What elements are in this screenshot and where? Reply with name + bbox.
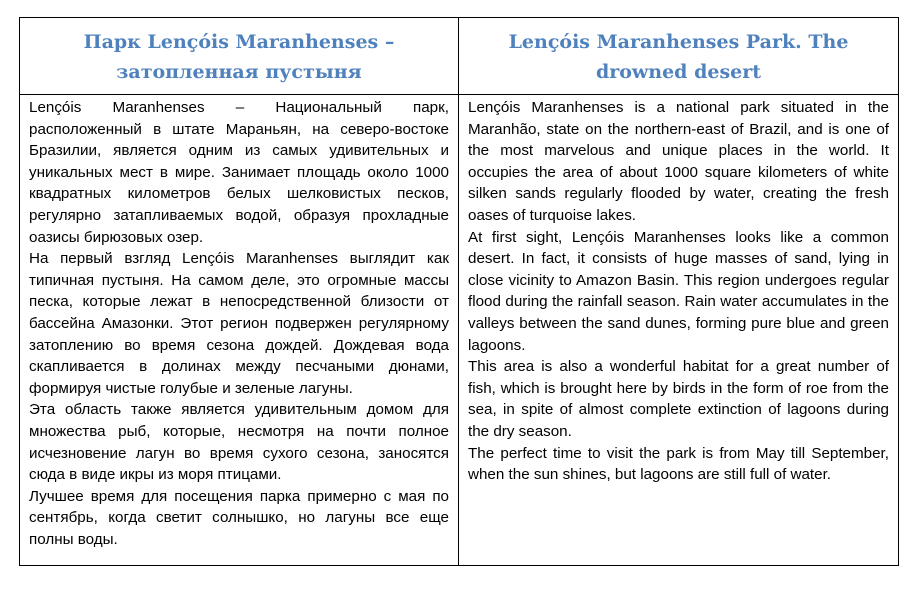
english-title: Lençóis Maranhenses Park. The drowned desert (508, 31, 849, 83)
russian-paragraph: На первый взгляд Lençóis Maranhenses выглядит как типичная пустыня. На самом деле, это огромные массы песка, которые лежат в непосредственной близости от бассейна Амазонки. Этот регион подвержен регулярному затоплению во время сезона дождей. Дождевая вода скапливается в долинах между песчаными дюнами, формируя чистые голубые и зеленые лагуны. (29, 250, 449, 397)
russian-text-cell (20, 95, 459, 566)
body-row (20, 95, 899, 566)
russian-text (20, 95, 458, 550)
english-paragraph: Lençóis Maranhenses is a national park situated in the Maranhão, state on the northern-east of Brazil, and is one of the most marvelous and unique places in the world. It occupies the area of about 1000 square kilometers of white silken sands regularly flooded by water, creating the fresh oases of turquoise lakes. (468, 99, 889, 224)
english-text (459, 95, 898, 486)
header-row (20, 18, 899, 95)
english-text-cell (459, 95, 899, 566)
english-paragraph: The perfect time to visit the park is from May till September, when the sun shines, but lagoons are still full of water. (468, 444, 889, 484)
english-header-cell (459, 18, 899, 95)
russian-header-cell (20, 18, 459, 95)
russian-paragraph: Лучшее время для посещения парка примерно с мая по сентябрь, когда светит солнышко, но лагуны все еще полны воды. (29, 487, 449, 548)
russian-paragraph: Lençóis Maranhenses – Национальный парк, расположенный в штате Мараньян, на северо-востоке Бразилии, является одним из самых удивительных и уникальных мест в мире. Занимает площадь около 1000 квадратных километров белых шелковистых песков, регулярно затапливаемых водой, образуя прохладные оазисы бирюзовых озер. (29, 99, 449, 246)
english-paragraph: This area is also a wonderful habitat for a great number of fish, which is brought here by birds in the form of roe from the sea, in spite of almost complete extinction of lagoons during the dry season. (468, 358, 889, 440)
russian-title: Парк Lençóis Maranhenses – затопленная пустыня (83, 31, 395, 83)
russian-paragraph: Эта область также является удивительным домом для множества рыб, которые, несмотря на почти полное исчезновение лагун во время сухого сезона, заносятся сюда в виде икры из моря птицами. (29, 401, 449, 484)
bilingual-table (19, 17, 899, 566)
english-paragraph: At first sight, Lençóis Maranhenses looks like a common desert. In fact, it consists of huge masses of sand, lying in close vicinity to Amazon Basin. This region undergoes regular flood during the rainfall season. Rain water accumulates in the valleys between the sand dunes, forming pure blue and green lagoons. (468, 228, 889, 354)
